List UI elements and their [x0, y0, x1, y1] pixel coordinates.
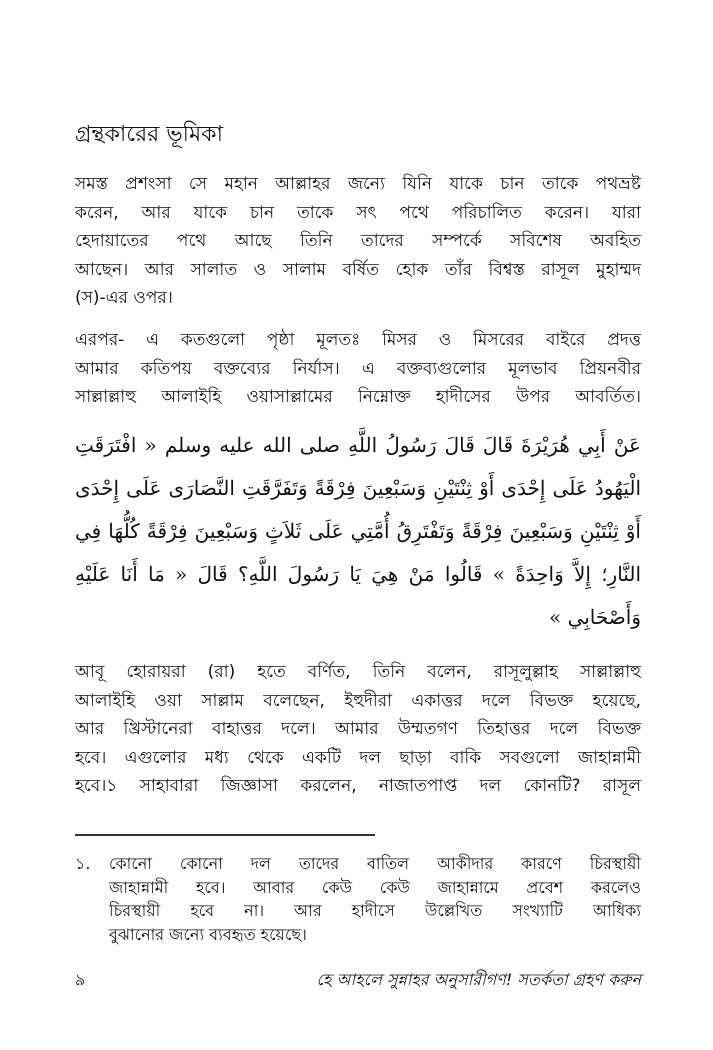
arabic-line: وَأَصْحَابِي »: [548, 605, 641, 629]
paragraph-intro: [75, 326, 641, 412]
text-line: হবে। এগুলোর মধ্য থেকে একটি দল ছাড়া বাকি সবগুলো জাহান্নামী: [75, 747, 641, 768]
footnote-marker: ১.: [75, 854, 91, 873]
paragraph-praise: [75, 170, 641, 313]
running-title: হে আহলে সুন্নাহর অনুসারীগণ! সতর্কতা গ্রহণ করুন: [316, 970, 641, 989]
chapter-heading: গ্রন্থকারের ভূমিকা: [75, 122, 223, 147]
text-line: হবে।১ সাহাবারা জিজ্ঞাসা করলেন, নাজাতপাপ্ত দল কোনটি? রাসূল: [75, 776, 641, 796]
footnote-line: কোনো কোনো দল তাদের বাতিল আকীদার কারণে চিরস্থায়ী: [109, 854, 641, 873]
text-line: সাল্লাল্লাহু আলাইহি ওয়াসাল্লামের নিম্নোক্ত হাদীসের উপর আবর্তিত।: [75, 387, 641, 407]
text-line: আবূ হোরায়রা (রা) হতে বর্ণিত, তিনি বলেন, রাসূলুল্লাহ সাল্লাল্লাহু: [75, 662, 641, 682]
footnote-line: চিরস্থায়ী হবে না। আর হাদীসে উল্লেখিত সংখ্যাটি আধিক্য: [109, 901, 641, 920]
text-line: হেদায়াতের পথে আছে তিনি তাদের সম্পর্কে সবিশেষ অবহিত: [75, 231, 641, 251]
footnote-text: [109, 852, 641, 946]
footnote-line: জাহান্নামী হবে। আবার কেউ কেউ জাহান্নামে প্রবেশ করলেও: [109, 877, 641, 897]
text-line: করেন, আর যাকে চান তাকে সৎ পথে পরিচালিত করেন। যারা: [75, 202, 641, 223]
arabic-line: أَوْ ثِنْتَيْنِ وَسَبْعِينَ فِرْقَةً وَتَفْتَرِقُ أُمَّتِي عَلَى ثَلاَثٍ وَسَبْعِينَ فِرْقَةً كُلُّهَا فِي: [75, 519, 641, 543]
arabic-line: الْيَهُودُ عَلَى إِحْدَى أَوْ ثِنْتَيْنِ وَسَبْعِينَ فِرْقَةً وَتَفَرَّقَتِ النَّصَارَى عَلَى إِحْدَى: [75, 476, 641, 500]
text-line: আমার কতিপয় বক্তব্যের নির্যাস। এ বক্তব্যগুলোর মূলভাব প্রিয়নবীর: [75, 358, 641, 379]
arabic-line: عَنْ أَبِي هُرَيْرَةَ قَالَ قَالَ رَسُولُ اللَّهِ صلى الله عليه وسلم « افْتَرَقَتِ: [75, 433, 641, 457]
page-number: ৯: [75, 970, 86, 989]
text-line: আছেন। আর সালাত ও সালাম বর্ষিত হোক তাঁর বিশ্বস্ত রাসূল মুহাম্মদ: [75, 259, 641, 280]
arabic-line: النَّارِ؛ إِلاَّ وَاحِدَةً » قَالُوا مَنْ هِيَ يَا رَسُولَ اللَّهِ؟ قَالَ « مَا أَنَا عَلَيْهِ: [75, 562, 641, 586]
text-line: (স)-এর ওপর।: [75, 288, 173, 308]
footnote-line: বুঝানোর জন্যে ব্যবহৃত হয়েছে।: [109, 924, 307, 944]
text-line: আর খ্রিস্টানেরা বাহাত্তর দলে। আমার উম্মতগণ তিহাত্তর দলে বিভক্ত: [75, 719, 641, 739]
text-line: সমস্ত প্রশংসা সে মহান আল্লাহর জন্যে যিনি যাকে চান তাকে পথভ্রষ্ট: [75, 174, 641, 194]
footnote-divider: [75, 834, 375, 836]
hadith-arabic-text: [75, 424, 641, 639]
text-line: আলাইহি ওয়া সাল্লাম বলেছেন, ইহুদীরা একাত্তর দলে বিভক্ত হয়েছে,: [75, 690, 641, 711]
paragraph-hadith-translation: [75, 658, 641, 801]
text-line: এরপর- এ কতগুলো পৃষ্ঠা মূলতঃ মিসর ও মিসরের বাইরে প্রদত্ত: [75, 330, 641, 350]
